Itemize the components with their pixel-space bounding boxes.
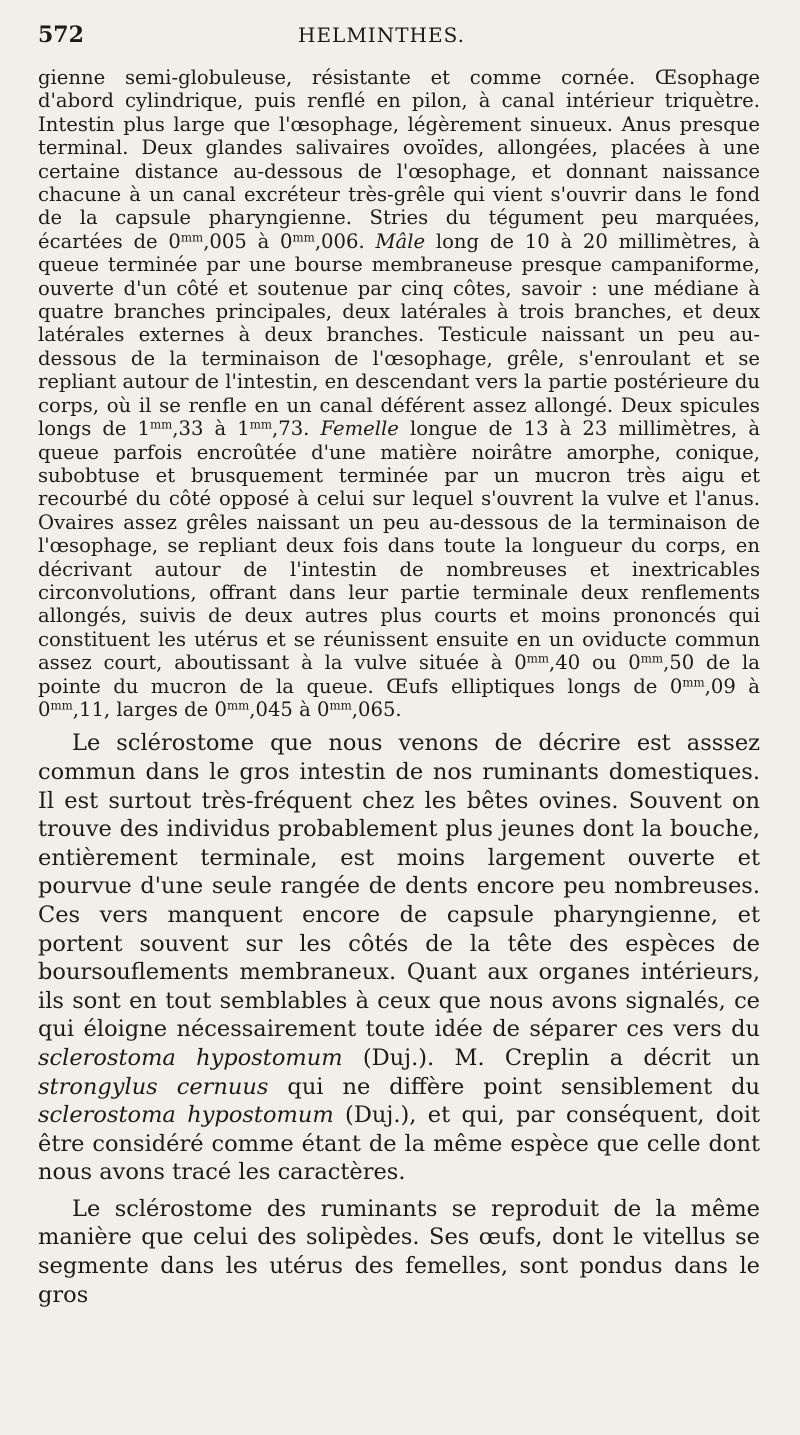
description-paragraph xyxy=(38,66,760,721)
species-description xyxy=(38,66,760,721)
text-run: ,73. xyxy=(272,417,321,441)
italic-term: sclerostoma hypostomum xyxy=(38,1044,343,1071)
italic-term: Femelle xyxy=(320,417,399,441)
unit-superscript: mm xyxy=(329,698,352,713)
text-run: ,065. xyxy=(351,697,402,721)
text-run: ,50 de la pointe du mucron de la queue. Œufs elliptiques longs de 0 xyxy=(38,651,760,698)
page-header xyxy=(38,22,760,66)
italic-term: sclerostoma hypostomum xyxy=(38,1102,334,1129)
text-run: ,09 à 0 xyxy=(38,674,760,721)
text-run: longue de 13 à 23 millimètres, à queue parfois encroûtée d'une matière noirâtre amorphe, conique, subobtuse et brusquement terminée par un mucron très aigu et recourbé du côté opposé à celui sur lequel s'ouvrent la vulve et l'anus. Ovaires assez grêles naissant un peu au-dessous de la terminaison de l'œsophage, se repliant deux fois dans toute la longueur du corps, en décrivant autour de l'intestin de nombreuses et inextricables circonvolutions, offrant dans leur partie terminale deux renflements allongés, suivis de deux autres plus courts et moins prononcés qui constituent les utérus et se réunissent ensuite en un oviducte commun assez court, aboutissant à la vulve située à 0 xyxy=(38,417,761,675)
text-run: (Duj.). M. Creplin a décrit un xyxy=(342,1044,760,1071)
text-run: ,33 à 1 xyxy=(172,417,250,441)
text-run: ,045 à 0 xyxy=(249,697,330,721)
unit-superscript: mm xyxy=(526,651,550,666)
unit-superscript: mm xyxy=(249,417,273,432)
unit-superscript: mm xyxy=(640,651,664,666)
unit-superscript: mm xyxy=(150,417,173,432)
text-run: ,006. xyxy=(314,229,376,253)
paragraph-commonness xyxy=(38,729,760,1187)
unit-superscript: mm xyxy=(180,230,204,245)
page-number: 572 xyxy=(38,22,84,48)
text-run: qui ne diffère point sensiblement du xyxy=(268,1073,761,1100)
italic-term: Mâle xyxy=(375,229,426,253)
unit-superscript: mm xyxy=(682,675,705,690)
text-run: (Duj.), et qui, par conséquent, doit être considéré comme étant de la même espèce que celle dont nous avons tracé les caractères. xyxy=(38,1102,760,1186)
text-run: Le sclérostome que nous venons de décrire est asssez commun dans le gros intestin de nos ruminants domestiques. Il est surtout très-fréquent chez les bêtes ovines. Souvent on trouve des individus probablement plus jeunes dont la bouche, entièrement terminale, est moins largement ouverte et pourvue d'une seule rangée de dents encore peu nombreuses. Ces vers manquent encore de capsule pharyngienne, et portent souvent sur les côtés de la tête des espèces de boursouflements membraneux. Quant aux organes intérieurs, ils sont en tout semblables à ceux que nous avons signalés, ce qui éloigne nécessairement toute idée de séparer ces vers du xyxy=(38,730,760,1043)
unit-superscript: mm xyxy=(50,698,73,713)
unit-superscript: mm xyxy=(226,698,250,713)
text-run: ,11, larges de 0 xyxy=(72,697,227,721)
main-text xyxy=(38,729,760,1309)
text-run: Le sclérostome des ruminants se reproduit de la même manière que celui des solipèdes. Ses œufs, dont le vitellus se segmente dans les utérus des femelles, sont pondus dans le gros xyxy=(38,1195,760,1308)
running-title: HELMINTHES. xyxy=(298,23,465,47)
text-run: ,40 ou 0 xyxy=(549,651,641,675)
text-run: gienne semi-globuleuse, résistante et comme cornée. Œsophage d'abord cylindrique, puis renflé en pilon, à canal intérieur triquètre. Intestin plus large que l'œsophage, légèrement sinueux. Anus presque terminal. Deux glandes salivaires ovoïdes, allongées, placées à une certaine distance au-dessous de l'œsophage, et donnant naissance chacune à un canal excréteur très-grêle qui vient s'ouvrir dans le fond de la capsule pharyngienne. Stries du tégument peu marquées, écartées de 0 xyxy=(38,66,760,253)
text-run: ,005 à 0 xyxy=(203,229,293,253)
unit-superscript: mm xyxy=(292,230,315,245)
paragraph-reproduction xyxy=(38,1195,760,1309)
italic-term: strongylus cernuus xyxy=(38,1073,269,1100)
text-run: long de 10 à 20 millimètres, à queue terminée par une bourse membraneuse presque campaniforme, ouverte d'un côté et soutenue par cinq côtes, savoir : une médiane à quatre branches principales, deux latérales à trois branches, et deux latérales externes à deux branches. Testicule naissant un peu au-dessous de la terminaison de l'œsophage, grêle, s'enroulant et se repliant autour de l'intestin, en descendant vers la partie postérieure du corps, où il se renfle en un canal déférent assez allongé. Deux spicules longs de 1 xyxy=(38,229,760,441)
